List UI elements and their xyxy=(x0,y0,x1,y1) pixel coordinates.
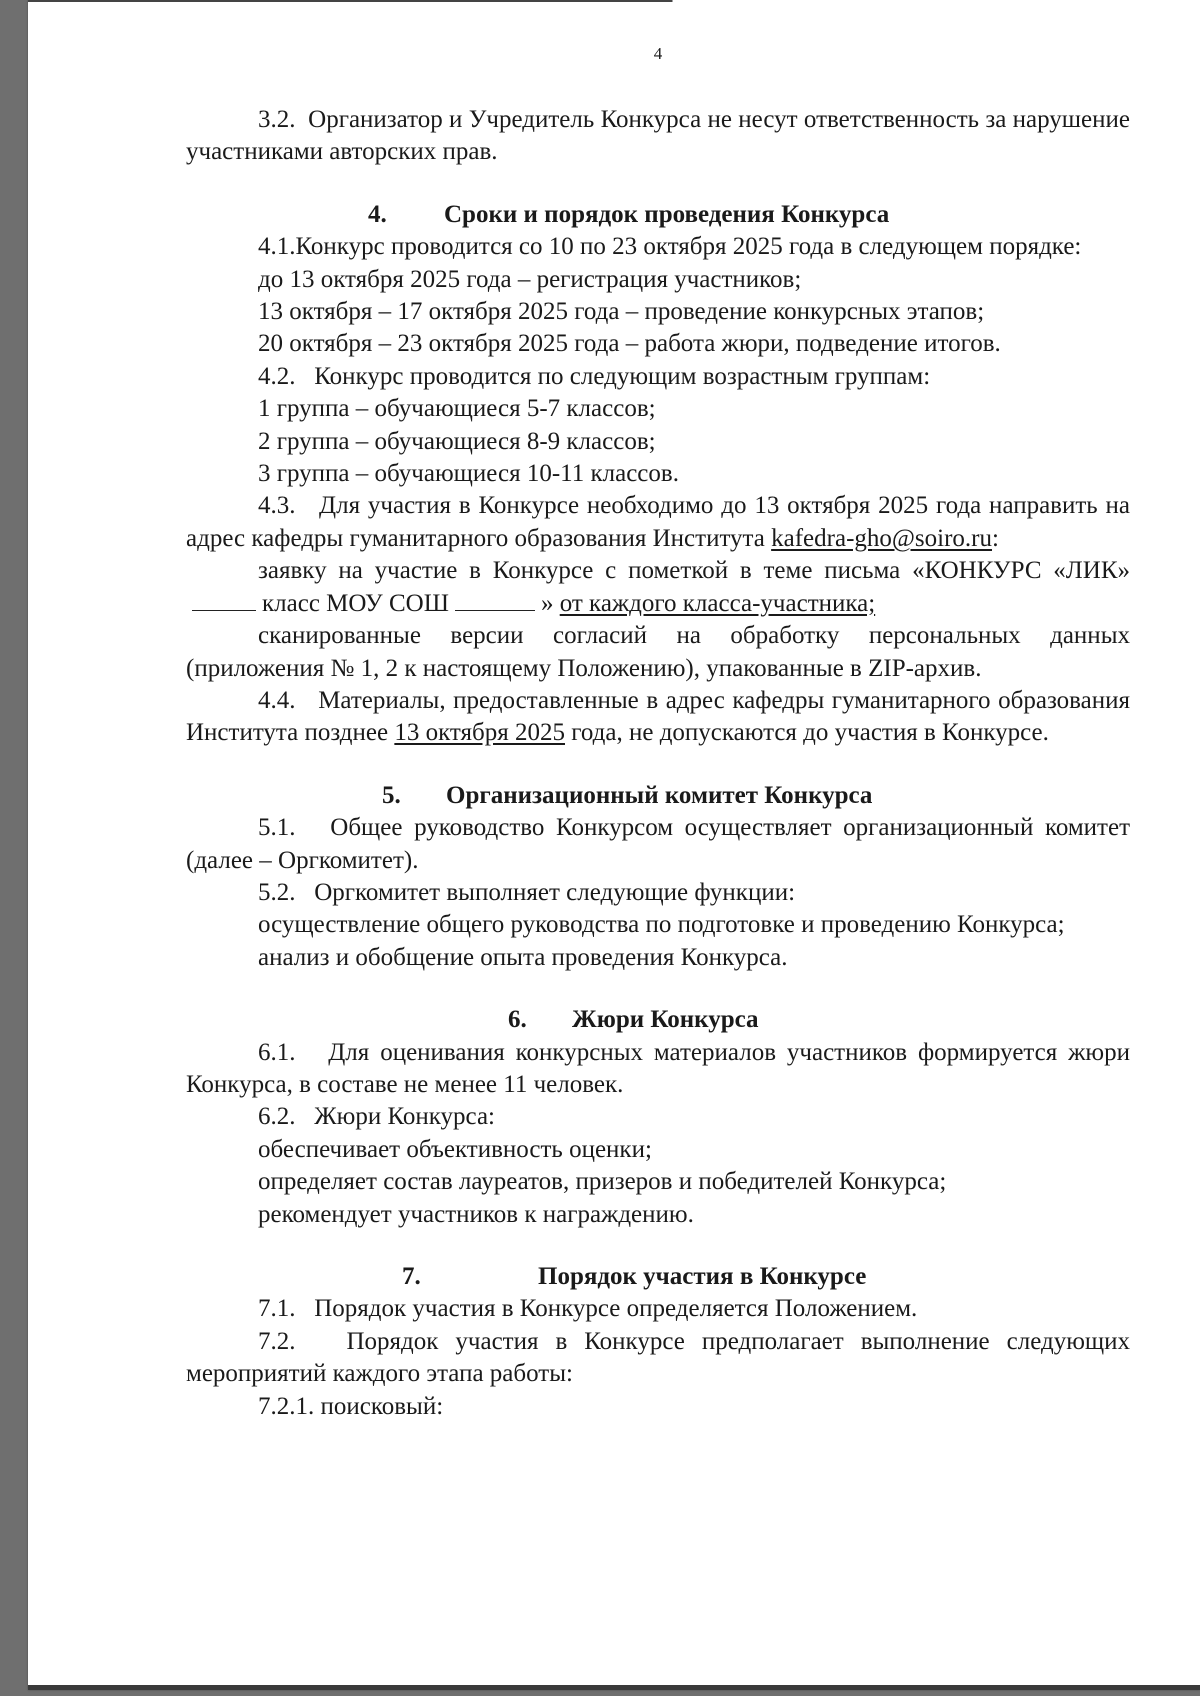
email-link[interactable]: kafedra-gho@soiro.ru xyxy=(771,524,992,552)
section-number: 7. xyxy=(402,1263,421,1290)
list-item-application xyxy=(186,555,1130,620)
underlined-text: от каждого класса-участника; xyxy=(559,589,876,617)
section-title: Организационный комитет Конкурса xyxy=(446,781,873,809)
list-item: 13 октября – 17 октября 2025 года – проведение конкурсных этапов; xyxy=(258,298,985,326)
clause-number: 6.1. xyxy=(258,1038,296,1066)
clause-text: Организатор и Учредитель Конкурса не несут ответственность за нарушение участниками авторских прав. xyxy=(186,106,1131,166)
paragraph-5-1 xyxy=(186,812,1130,877)
clause-number: 7.2. xyxy=(258,1327,296,1355)
clause-text: Порядок участия в Конкурсе определяется Положением. xyxy=(314,1295,918,1323)
section-7-heading xyxy=(186,1261,1130,1293)
clause-number: 3.2. xyxy=(258,106,296,133)
section-number: 6. xyxy=(508,1006,527,1034)
clause-text: Общее руководство Конкурсом осуществляет организационный комитет (далее – Оргкомитет). xyxy=(186,814,1131,874)
list-item: до 13 октября 2025 года – регистрация участников; xyxy=(258,265,802,293)
clause-text: Порядок участия в Конкурсе предполагает выполнение следующих мероприятий каждого этапа работы: xyxy=(186,1327,1130,1388)
underlined-date: 13 октября 2025 xyxy=(394,719,565,747)
section-title: Сроки и порядок проведения Конкурса xyxy=(444,200,890,228)
section-title: Жюри Конкурса xyxy=(572,1006,759,1034)
clause-text: Для оценивания конкурсных материалов участников формируется жюри Конкурса, в составе не менее 11 человек. xyxy=(186,1038,1130,1098)
paragraph-4-1: 4.1.Конкурс проводится со 10 по 23 октября 2025 года в следующем порядке: xyxy=(258,233,1082,261)
item-text: класс МОУ СОШ xyxy=(262,589,449,617)
section-number: 5. xyxy=(382,781,401,809)
section-6-heading xyxy=(186,1004,1130,1036)
list-item: 20 октября – 23 октября 2025 года – работа жюри, подведение итогов. xyxy=(258,330,1001,358)
list-item: 2 группа – обучающиеся 8-9 классов; xyxy=(258,427,656,455)
clause-text: года, не допускаются до участия в Конкурсе. xyxy=(571,719,1049,747)
clause-number: 6.2. xyxy=(258,1103,296,1131)
list-item-consents: сканированные версии согласий на обработку персональных данных (приложения № 1, 2 к настоящему Положению), упакованные в ZIP-архив. xyxy=(186,622,1130,682)
paragraph-7-2-1: 7.2.1. поисковый: xyxy=(258,1392,444,1420)
list-item: обеспечивает объективность оценки; xyxy=(258,1135,652,1163)
clause-number: 5.1. xyxy=(258,814,296,842)
list-item: 1 группа – обучающиеся 5-7 классов; xyxy=(258,395,656,423)
list-item: осуществление общего руководства по подготовке и проведению Конкурса; xyxy=(258,911,1065,939)
clause-number: 4.2. xyxy=(258,362,296,390)
paragraph-7-1 xyxy=(186,1293,1130,1325)
paragraph-5-2 xyxy=(186,877,1130,909)
page-number: 4 xyxy=(653,44,663,63)
paragraph-4-2 xyxy=(186,361,1130,393)
clause-number: 7.1. xyxy=(258,1295,296,1323)
paragraph-4-4 xyxy=(186,685,1130,750)
section-5-heading xyxy=(186,780,1130,812)
paragraph-7-2 xyxy=(186,1326,1130,1391)
item-text: заявку на участие в Конкурсе с пометкой в теме письма «КОНКУРС «ЛИК» xyxy=(258,557,1130,585)
section-4-heading xyxy=(186,199,1130,231)
section-title: Порядок участия в Конкурсе xyxy=(538,1263,867,1290)
paragraph-4-3 xyxy=(186,490,1130,555)
punctuation: : xyxy=(992,524,999,552)
list-item: рекомендует участников к награждению. xyxy=(258,1200,694,1228)
punctuation: » xyxy=(540,589,554,617)
clause-text: Жюри Конкурса: xyxy=(314,1103,495,1131)
clause-text: Оргкомитет выполняет следующие функции: xyxy=(314,878,796,906)
clause-number: 4.4. xyxy=(258,686,296,714)
paragraph-6-2 xyxy=(186,1101,1130,1133)
blank-field xyxy=(192,588,256,611)
clause-text: Конкурс проводится по следующим возрастным группам: xyxy=(314,362,931,390)
document-page xyxy=(28,0,1200,1690)
list-item: 3 группа – обучающиеся 10-11 классов. xyxy=(258,460,679,488)
blank-field xyxy=(455,588,535,611)
clause-text: Материалы, предоставленные в адрес кафедры гуманитарного образования Института позднее xyxy=(186,686,1130,747)
clause-text: Для участия в Конкурсе необходимо до 13 октября 2025 года направить на адрес кафедры гуманитарного образования Института xyxy=(186,492,1131,552)
list-item: определяет состав лауреатов, призеров и победителей Конкурса; xyxy=(258,1168,947,1196)
section-number: 4. xyxy=(368,200,387,228)
clause-number: 5.2. xyxy=(258,878,296,906)
paragraph-3-2 xyxy=(186,104,1130,169)
page-content xyxy=(186,44,1130,1423)
list-item: анализ и обобщение опыта проведения Конкурса. xyxy=(258,943,788,971)
clause-number: 4.3. xyxy=(258,492,296,520)
paragraph-6-1 xyxy=(186,1037,1130,1102)
